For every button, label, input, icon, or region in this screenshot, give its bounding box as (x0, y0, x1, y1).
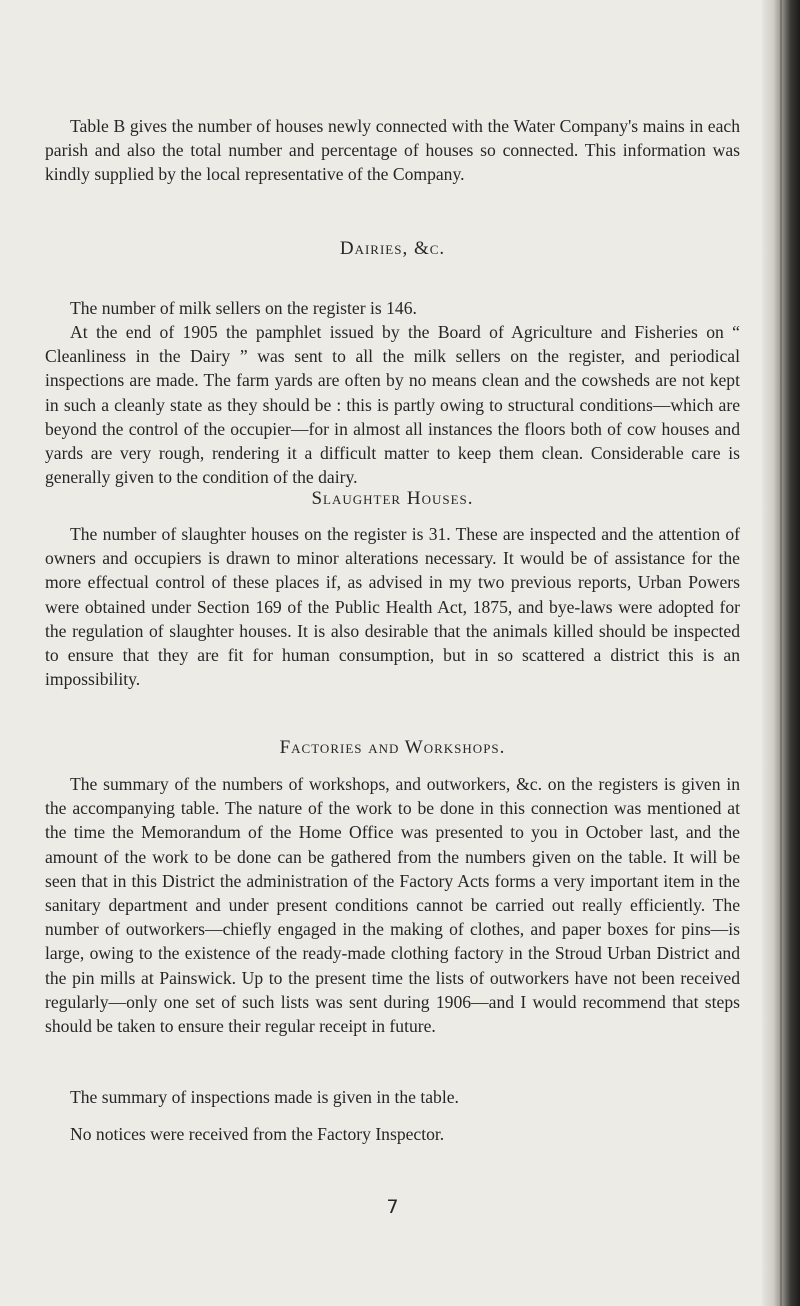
dairies-paragraph-2: At the end of 1905 the pamphlet issued by the Board of Agriculture and Fisheries on “ Cleanliness in the Dairy ” was sent to all the milk sellers on the register, and periodical inspections are made. The farm yards are often by no means clean and the cowsheds are not kept in such a cleanly state as they should be : this is partly owing to structural conditions—which are beyond the control of the occupier—for in almost all instances the floors both of cow houses and yards are very rough, rendering it a difficult matter to keep them clean. Considerable care is generally given to the condition of the dairy. (45, 322, 740, 488)
dairies-heading: Dairies, &c. (339, 238, 446, 259)
factories-paragraph-1: The summary of the numbers of workshops, and outworkers, &c. on the registers is given in the accompanying table. The nature of the work to be done in this connection was mentioned at the time the Memorandum of the Home Office was presented to you in October last, and the amount of the work to be done can be gathered from the numbers given on the table. It will be seen that in this District the administration of the Factory Acts forms a very important item in the sanitary department and under present conditions cannot be carried out really efficiently. The number of outworkers—chiefly engaged in the making of clothes, and paper boxes for pins—is large, owing to the existence of the ready-made clothing factory in the Stroud Urban District and the pin mills at Painswick. Up to the present time the lists of outworkers have not been received regularly—only one set of such lists was sent during 1906—and I would recommend that steps should be taken to ensure their regular receipt in future. (45, 774, 740, 1037)
slaughter-paragraph: The number of slaughter houses on the register is 31. These are inspected and the attention of owners and occupiers is drawn to minor alterations necessary. It would be of assistance for the more effectual control of these places if, as advised in my two previous reports, Urban Powers were obtained under Section 169 of the Public Health Act, 1875, and bye-laws were adopted for the regulation of slaughter houses. It is also desirable that the animals killed should be inspected to ensure that they are fit for human consumption, but in so scattered a district this is an impossibility. (45, 524, 740, 690)
slaughter-heading: Slaughter Houses. (311, 488, 474, 509)
factories-heading: Factories and Workshops. (279, 737, 506, 758)
binding-line (780, 0, 782, 1306)
factories-paragraph-2: The summary of inspections made is given in the table. (70, 1087, 459, 1107)
intro-paragraph: Table B gives the number of houses newly connected with the Water Company's mains in each parish and also the total number and percentage of houses so connected. This information was kindly supplied by the local representative of the Company. (45, 116, 740, 185)
dairies-paragraph-1: The number of milk sellers on the register is 146. (70, 298, 417, 318)
factories-paragraph-3: No notices were received from the Factory Inspector. (70, 1124, 445, 1144)
page-number: 7 (386, 1196, 399, 1218)
